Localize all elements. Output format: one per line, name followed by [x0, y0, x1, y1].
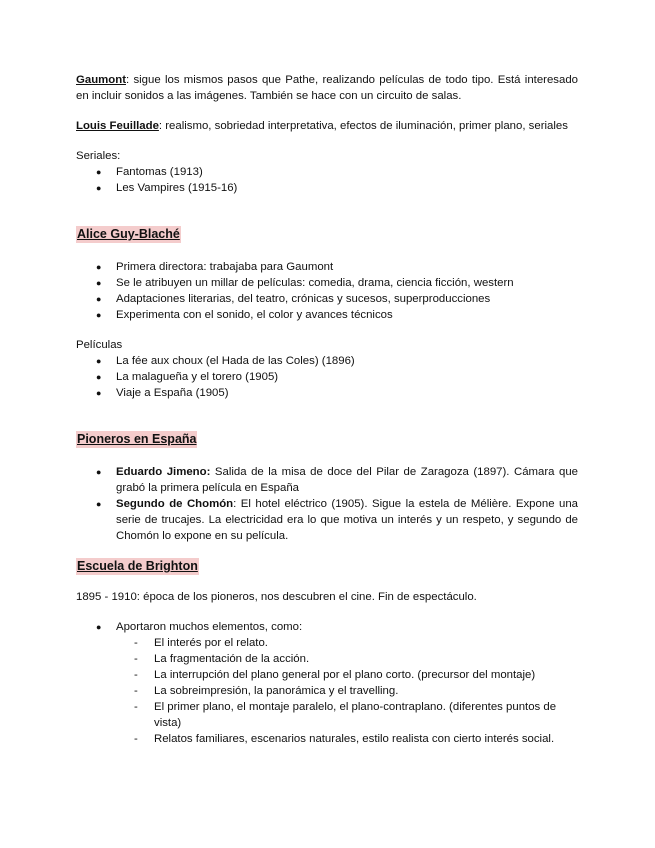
films-list	[76, 353, 578, 401]
alice-heading: Alice Guy-Blaché	[77, 227, 180, 241]
feuillade-text: : realismo, sobriedad interpretativa, efectos de iluminación, primer plano, seriales	[158, 120, 568, 132]
alice-list	[76, 259, 578, 323]
list-item: - La fragmentación de la acción.	[76, 651, 578, 667]
list-item: ● Aportaron muchos elementos, como:	[76, 619, 578, 635]
gaumont-text: : sigue los mismos pasos que Pathe, realizando películas de todo tipo. Está interesado en incluir sonidos a las imágenes. También se hace con un circuito de salas.	[76, 74, 578, 102]
brighton-sublist	[76, 635, 578, 747]
seriales-list	[76, 164, 578, 196]
pionero-text: : El hotel eléctrico (1905). Sigue la estela de Mélière. Expone una serie de trucajes. La electricidad era lo que motiva un interés y un respeto, y segundo de Chomón lo expone en su película.	[116, 498, 578, 542]
gaumont-paragraph	[76, 72, 578, 104]
list-item: ● Viaje a España (1905)	[76, 385, 578, 401]
list-item	[76, 464, 578, 496]
list-item: ● La malagueña y el torero (1905)	[76, 369, 578, 385]
list-item	[76, 496, 578, 544]
brighton-list	[76, 619, 578, 635]
list-item: ● Experimenta con el sonido, el color y avances técnicos	[76, 307, 578, 323]
list-item: ● Fantomas (1913)	[76, 164, 578, 180]
list-item: - Relatos familiares, escenarios naturales, estilo realista con cierto interés social.	[76, 731, 578, 747]
list-item: ● Se le atribuyen un millar de películas: comedia, drama, ciencia ficción, western	[76, 275, 578, 291]
list-item: - El primer plano, el montaje paralelo, el plano-contraplano. (diferentes puntos de vista)	[76, 699, 578, 731]
pionero-name: Eduardo Jimeno:	[116, 466, 211, 478]
pionero-text: Salida de la misa de doce del Pilar de Zaragoza (1897). Cámara que grabó la primera película en España	[116, 466, 578, 494]
list-item: ● Adaptaciones literarias, del teatro, crónicas y sucesos, superproducciones	[76, 291, 578, 307]
feuillade-term: Louis Feuillade	[76, 120, 159, 132]
list-item: - El interés por el relato.	[76, 635, 578, 651]
pioneros-list	[76, 464, 578, 544]
feuillade-paragraph	[76, 118, 578, 134]
pionero-name: Segundo de Chomón	[116, 498, 234, 510]
list-item: - La interrupción del plano general por el plano corto. (precursor del montaje)	[76, 667, 578, 683]
pioneros-heading: Pioneros en España	[77, 432, 197, 446]
seriales-label: Seriales:	[76, 150, 121, 162]
brighton-intro: 1895 - 1910: época de los pioneros, nos descubren el cine. Fin de espectáculo.	[76, 591, 477, 603]
films-label: Películas	[76, 339, 123, 351]
document-page	[76, 72, 578, 747]
list-item: ● Les Vampires (1915-16)	[76, 180, 578, 196]
list-item: - La sobreimpresión, la panorámica y el travelling.	[76, 683, 578, 699]
list-item: ● Primera directora: trabajaba para Gaumont	[76, 259, 578, 275]
gaumont-term: Gaumont	[76, 74, 126, 86]
list-item: ● La fée aux choux (el Hada de las Coles) (1896)	[76, 353, 578, 369]
brighton-heading: Escuela de Brighton	[77, 559, 198, 573]
